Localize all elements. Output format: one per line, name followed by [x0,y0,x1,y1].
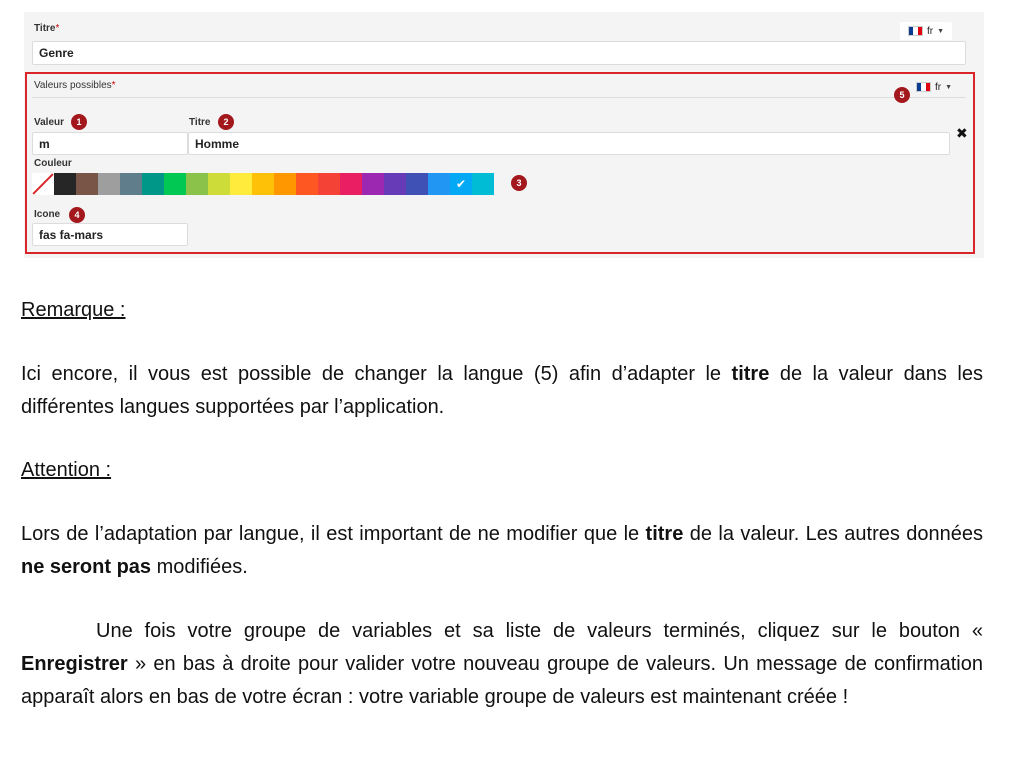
title-label [34,23,59,34]
text: de la valeur. Les autres données [683,523,983,545]
color-swatch[interactable] [186,173,208,195]
color-swatch[interactable] [340,173,362,195]
color-swatch[interactable] [120,173,142,195]
color-swatch[interactable] [318,173,340,195]
text: Une fois votre groupe de variables et sa liste de valeurs terminés, cliquez sur le bouton « [96,620,983,642]
color-swatch[interactable] [362,173,384,195]
text: modifiées. [151,556,248,578]
color-swatch[interactable] [274,173,296,195]
color-swatch[interactable] [208,173,230,195]
bold-text: ne seront pas [21,556,152,578]
color-swatch[interactable] [406,173,428,195]
color-label: Couleur [34,158,72,169]
color-swatch[interactable] [296,173,318,195]
badge-4: 4 [69,207,85,223]
color-swatch[interactable] [230,173,252,195]
color-swatch[interactable] [54,173,76,195]
text: Lors de l’adaptation par langue, il est important de ne modifier que le [21,523,646,545]
color-palette [32,173,494,195]
color-swatches [54,173,494,195]
bold-text: titre [645,523,684,545]
language-code: fr [935,81,942,93]
color-swatch[interactable] [164,173,186,195]
value-input[interactable]: m [32,132,188,155]
text: Ici encore, il vous est possible de changer la langue (5) afin d’adapter le [21,363,732,385]
badge-1: 1 [71,114,87,130]
icon-input[interactable]: fas fa-mars [32,223,188,246]
color-swatch[interactable] [450,173,472,195]
badge-5: 5 [894,87,910,103]
icon-label: Icone [34,209,61,220]
title-input[interactable]: Genre [32,41,966,65]
color-swatch[interactable] [76,173,98,195]
language-selector-values[interactable] [908,78,960,96]
form-screenshot [24,12,984,258]
values-label-text: Valeurs possibles [34,80,112,91]
caret-down-icon: ▼ [937,27,945,35]
text: » en bas à droite pour valider votre nouveau groupe de valeurs. Un message de confirmation apparaît alors en bas de votre écran : votre variable groupe de valeurs est maintenant créée ! [21,653,983,708]
bold-text: Enregistrer [21,653,128,675]
color-swatch[interactable] [428,173,450,195]
final-paragraph [21,615,983,714]
language-code: fr [927,25,934,37]
value-title-input[interactable]: Homme [188,132,950,155]
caret-down-icon: ▼ [945,83,953,91]
remark-heading: Remarque : [21,299,126,321]
bold-text: titre [731,363,770,385]
values-header-line [32,78,966,98]
color-swatch[interactable] [384,173,406,195]
attention-paragraph [21,518,983,584]
value-label: Valeur [34,117,65,128]
required-mark: * [111,80,116,91]
remove-value-icon[interactable]: ✖ [956,125,968,141]
check-icon: ✔ [455,177,467,191]
badge-3: 3 [511,175,527,191]
required-mark: * [55,23,60,34]
color-swatch[interactable] [98,173,120,195]
france-flag-icon [908,26,923,36]
color-swatch[interactable] [252,173,274,195]
attention-heading: Attention : [21,459,112,481]
value-title-label: Titre [189,117,211,128]
color-swatch[interactable] [472,173,494,195]
remark-paragraph [21,358,983,424]
france-flag-icon [916,82,931,92]
no-color-swatch[interactable] [32,173,54,195]
color-swatch[interactable] [142,173,164,195]
language-selector-top[interactable] [900,22,952,40]
text: de la valeur dans les différentes langues supportées par l’application. [21,363,983,418]
badge-2: 2 [218,114,234,130]
title-label-text: Titre [34,23,56,34]
